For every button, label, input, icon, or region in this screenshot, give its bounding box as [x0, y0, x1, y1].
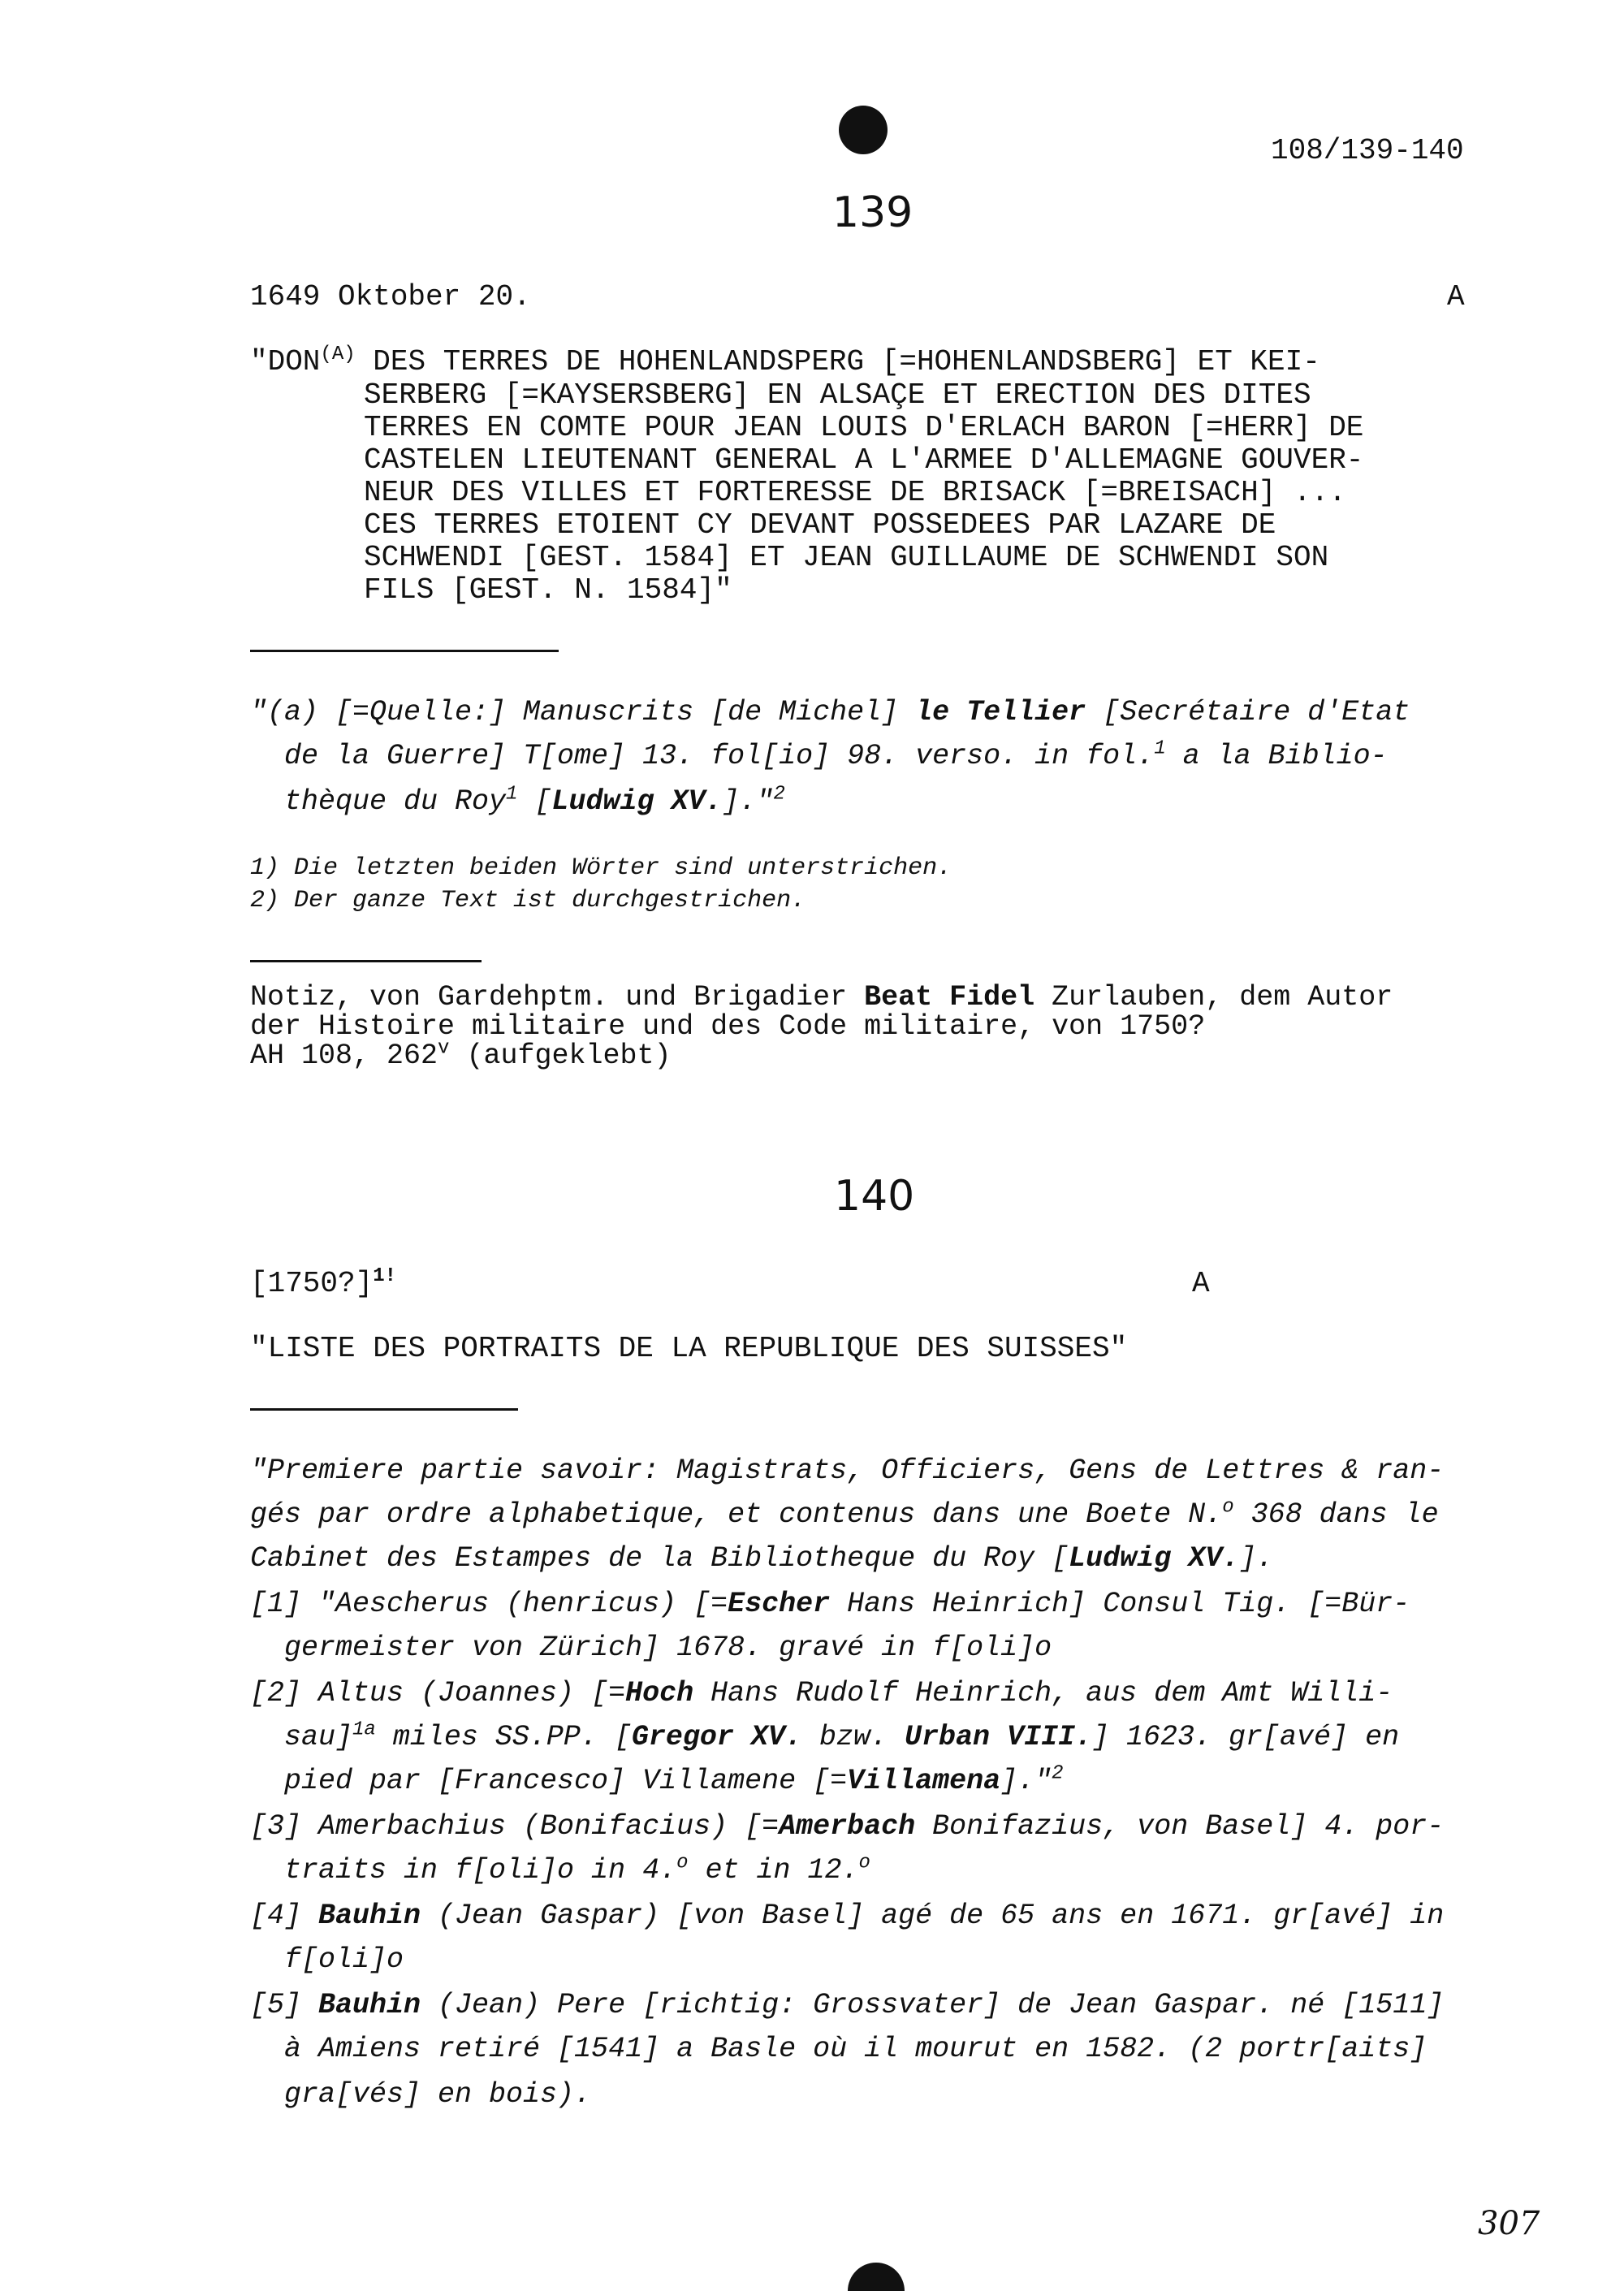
entry-name: Bauhin [318, 1900, 421, 1932]
ordinal-marker: o [858, 1852, 870, 1874]
entry-text: [5] [250, 1989, 319, 2021]
entry-text: ]." [1000, 1765, 1052, 1797]
entry-5-line-2: à Amiens retiré [1541] a Basle où il mourut en 1582. (2 portr[aits] [284, 2033, 1427, 2065]
intro-line-2 [250, 1493, 1439, 1537]
quote-text: "(a) [=Quelle:] Manuscrits [de Michel] [250, 696, 916, 728]
punch-hole-bottom [848, 2263, 905, 2291]
entry-4-line-1 [250, 1894, 1444, 1938]
quote-text: de la Guerre] T[ome] 13. fol[io] 98. verso. in fol. [284, 740, 1155, 772]
title-line-4: CASTELEN LIEUTENANT GENERAL A L'ARMEE D'ALLEMAGNE GOUVER- [364, 443, 1364, 477]
provenance-line-2: der Histoire militaire und des Code militaire, von 1750? [250, 1010, 1206, 1043]
title-line-3: TERRES EN COMTE POUR JEAN LOUIS D'ERLACH BARON [=HERR] DE [364, 411, 1364, 444]
entry-name: Villamena [847, 1765, 1001, 1797]
title-line-1 [250, 345, 1320, 378]
entry-text: Hans Heinrich] Consul Tig. [=Bür- [830, 1588, 1410, 1620]
intro-text: Cabinet des Estampes de la Bibliotheque du Roy [ [250, 1542, 1069, 1575]
quote-text: [ [517, 785, 552, 818]
title-line-2: SERBERG [=KAYSERSBERG] EN ALSAÇE ET ERECTION DES DITES [364, 378, 1311, 412]
provenance-line-1 [250, 983, 1393, 1012]
title-line-8: FILS [GEST. N. 1584]" [364, 573, 732, 607]
document-number-139: 139 [832, 188, 914, 237]
entry-1-line-2: germeister von Zürich] 1678. gravé in f[oli]o [284, 1632, 1052, 1664]
entry-text: miles SS.PP. [ [375, 1721, 632, 1753]
entry-text: [3] Amerbachius (Bonifacius) [= [250, 1810, 780, 1843]
verso-marker: v [438, 1037, 450, 1060]
grade-label: A [1447, 280, 1465, 313]
handwritten-folio-number: 307 [1478, 2205, 1540, 2242]
entry-text: (Jean) Pere [richtig: Grossvater] de Jean Gaspar. né [1511] [421, 1989, 1445, 2021]
date-text: [1750?] [250, 1267, 374, 1300]
quote-line-1 [250, 690, 1410, 734]
intro-line-3 [250, 1537, 1273, 1580]
footnote-marker: 2 [1052, 1762, 1064, 1785]
entry-3-line-1 [250, 1805, 1444, 1848]
footnote-marker: 2 [773, 783, 785, 806]
entry-text: traits in f[oli]o in 4. [284, 1854, 677, 1887]
footnote-1: 1) Die letzten beiden Wörter sind unterstrichen. [250, 854, 952, 882]
intro-line-1: "Premiere partie savoir: Magistrats, Officiers, Gens de Lettres & ran- [250, 1455, 1445, 1487]
footnote-2: 2) Der ganze Text ist durchgestrichen. [250, 887, 806, 914]
intro-name: Ludwig XV. [1069, 1542, 1240, 1575]
document-number-140: 140 [834, 1172, 915, 1221]
document-date: 1649 Oktober 20. [250, 280, 531, 313]
title-prefix: "DON [250, 345, 321, 378]
ordinal-marker: o [676, 1852, 689, 1874]
title-line-5: NEUR DES VILLES ET FORTERESSE DE BRISACK [=BREISACH] ... [364, 476, 1346, 509]
entry-2-line-1 [250, 1671, 1393, 1715]
title-line-7: SCHWENDI [GEST. 1584] ET JEAN GUILLAUME DE SCHWENDI SON [364, 541, 1329, 574]
quote-text: ]." [722, 785, 774, 818]
entry-name: Gregor XV. [631, 1721, 802, 1753]
entry-1-line-1 [250, 1582, 1410, 1626]
entry-name: Escher [728, 1588, 831, 1620]
document-date [250, 1267, 396, 1300]
entry-text: bzw. [801, 1721, 905, 1753]
entry-4-line-2: f[oli]o [284, 1943, 404, 1976]
entry-text: [4] [250, 1900, 319, 1932]
entry-name: Bauhin [318, 1989, 421, 2021]
entry-text: (Jean Gaspar) [von Basel] agé de 65 ans en 1671. gr[avé] in [421, 1900, 1445, 1932]
ordinal-marker: o [1222, 1496, 1234, 1519]
intro-text: 368 dans le [1233, 1498, 1439, 1531]
date-footnote-marker: 1! [373, 1265, 397, 1287]
entry-name: Hoch [625, 1677, 694, 1710]
entry-5-line-1 [250, 1983, 1444, 2027]
title-line-1-text: DES TERRES DE HOHENLANDSPERG [=HOHENLANDSBERG] ET KEI- [355, 345, 1320, 378]
provenance-text: Notiz, von Gardehptm. und Brigadier [250, 981, 865, 1014]
punch-hole-top [839, 106, 888, 154]
footnote-marker: 1 [1154, 737, 1166, 760]
provenance-line-3 [250, 1037, 672, 1072]
entry-name: Urban VIII. [904, 1721, 1093, 1753]
entry-3-line-2 [284, 1848, 870, 1892]
title-line-6: CES TERRES ETOIENT CY DEVANT POSSEDEES PAR LAZARE DE [364, 508, 1276, 542]
entry-name: Amerbach [779, 1810, 916, 1843]
entry-text: pied par [Francesco] Villamene [= [284, 1765, 848, 1797]
quote-text: thèque du Roy [284, 785, 507, 818]
entry-text: Hans Rudolf Heinrich, aus dem Amt Willi- [693, 1677, 1393, 1710]
divider-rule [250, 650, 559, 652]
entry-text: et in 12. [688, 1854, 859, 1887]
provenance-text: (aufgeklebt) [449, 1040, 672, 1072]
quote-line-2 [284, 734, 1388, 778]
provenance-text: AH 108, 262 [250, 1040, 438, 1072]
intro-text: gés par ordre alphabetique, et contenus dans une Boete N. [250, 1498, 1223, 1531]
divider-rule [250, 1408, 518, 1411]
quote-text: a la Biblio- [1165, 740, 1388, 772]
grade-label: A [1192, 1267, 1210, 1300]
entry-text: Bonifazius, von Basel] 4. por- [915, 1810, 1445, 1843]
entry-text: [1] "Aescherus (henricus) [= [250, 1588, 728, 1620]
list-title: "LISTE DES PORTRAITS DE LA REPUBLIQUE DES SUISSES" [250, 1332, 1128, 1365]
footnote-marker: 1a [352, 1718, 376, 1741]
entry-text: [2] Altus (Joannes) [= [250, 1677, 626, 1710]
divider-rule [250, 960, 482, 962]
quote-name: le Tellier [915, 696, 1086, 728]
quote-name: Ludwig XV. [551, 785, 723, 818]
footnote-marker: 1 [506, 783, 518, 806]
entry-text: ] 1623. gr[avé] en [1092, 1721, 1400, 1753]
provenance-name: Beat Fidel [864, 981, 1035, 1014]
quote-line-3 [284, 780, 785, 823]
entry-2-line-3 [284, 1759, 1064, 1803]
provenance-text: Zurlauben, dem Autor [1034, 981, 1393, 1014]
intro-text: ]. [1239, 1542, 1274, 1575]
quote-text: [Secrétaire d'Etat [1086, 696, 1410, 728]
reference-number: 108/139-140 [1271, 134, 1464, 167]
entry-5-line-3: gra[vés] en bois). [284, 2078, 592, 2111]
entry-text: sau] [284, 1721, 353, 1753]
title-footnote-marker: (A) [320, 344, 356, 365]
entry-2-line-2 [284, 1715, 1399, 1759]
